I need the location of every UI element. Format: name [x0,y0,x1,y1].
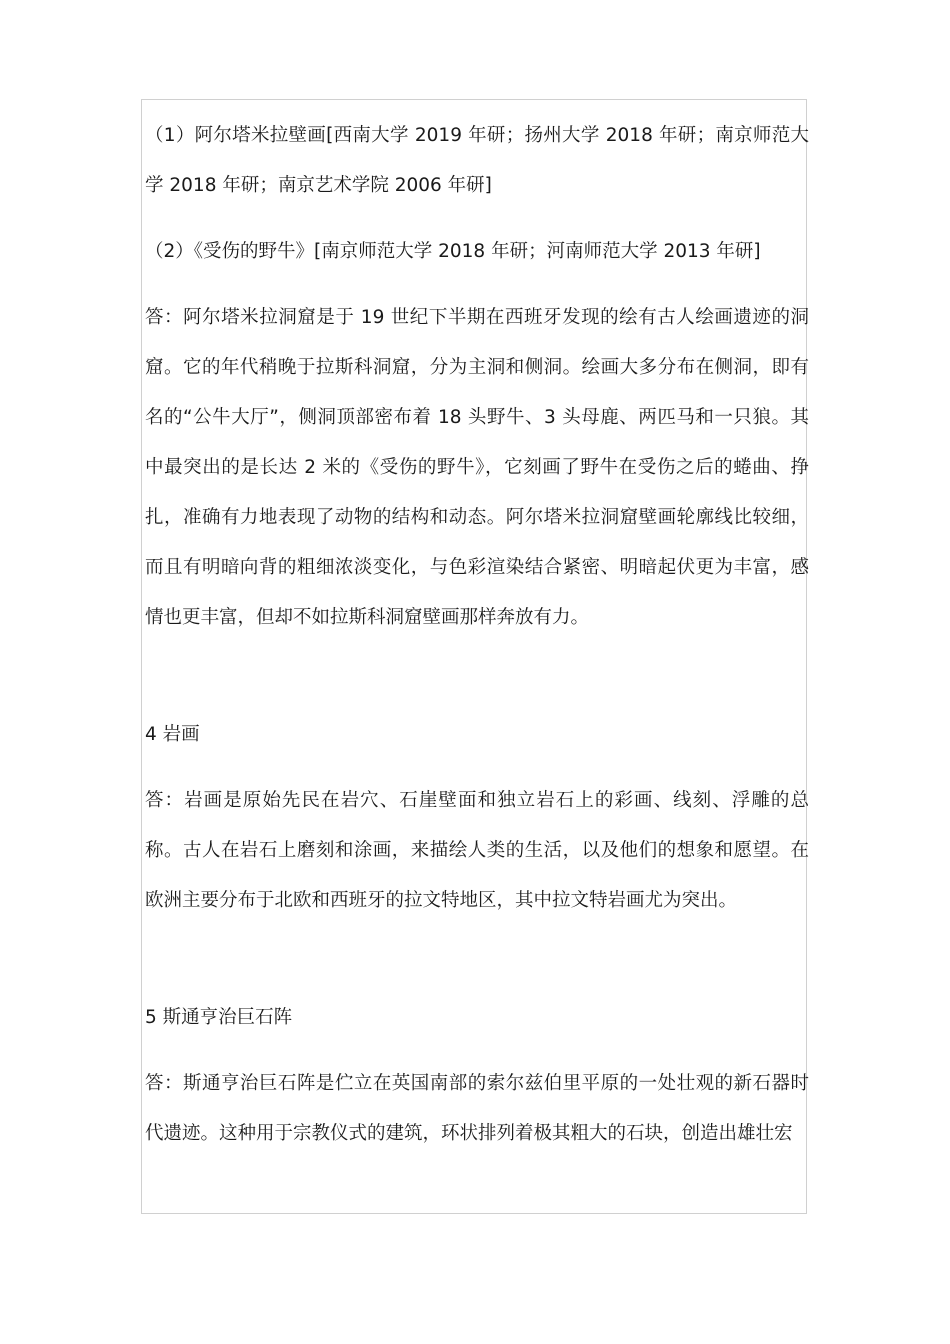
answer-rock-art: 答：岩画是原始先民在岩穴、石崖壁面和独立岩石上的彩画、线刻、浮雕的总称。古人在岩石上磨刻和涂画，来描绘人类的生活，以及他们的想象和愿望。在欧洲主要分布于北欧和西班牙的拉文特地区，其中拉文特岩画尤为突出。 [145,790,809,911]
question-item-1: （1）阿尔塔米拉壁画[西南大学 2019 年研；扬州大学 2018 年研；南京师范大学 2018 年研；南京艺术学院 2006 年研] [145,125,809,196]
question-item-2: （2）《受伤的野牛》[南京师范大学 2018 年研；河南师范大学 2013 年研] [145,241,761,262]
answer-stonehenge: 答：斯通亨治巨石阵是伫立在英国南部的索尔兹伯里平原的一处壮观的新石器时代遗迹。这种用于宗教仪式的建筑，环状排列着极其粗大的石块，创造出雄壮宏 [145,1073,809,1144]
heading-stonehenge: 5 斯通亨治巨石阵 [145,1007,293,1028]
heading-rock-art: 4 岩画 [145,724,200,745]
answer-altamira: 答：阿尔塔米拉洞窟是于 19 世纪下半期在西班牙发现的绘有古人绘画遗迹的洞窟。它的年代稍晚于拉斯科洞窟，分为主洞和侧洞。绘画大多分布在侧洞，即有名的“公牛大厅”，侧洞顶部密布着 18 头野牛、3 头母鹿、两匹马和一只狼。其中最突出的是长达 2 米的《受伤的野牛》，它刻画了野牛在受伤之后的蜷曲、挣扎，准确有力地表现了动物的结构和动态。阿尔塔米拉洞窟壁画轮廓线比较细，而且有明暗向背的粗细浓淡变化，与色彩渲染结合紧密、明暗起伏更为丰富，感情也更丰富，但却不如拉斯科洞窟壁画那样奔放有力。 [145,307,809,628]
document-body [145,111,809,1159]
